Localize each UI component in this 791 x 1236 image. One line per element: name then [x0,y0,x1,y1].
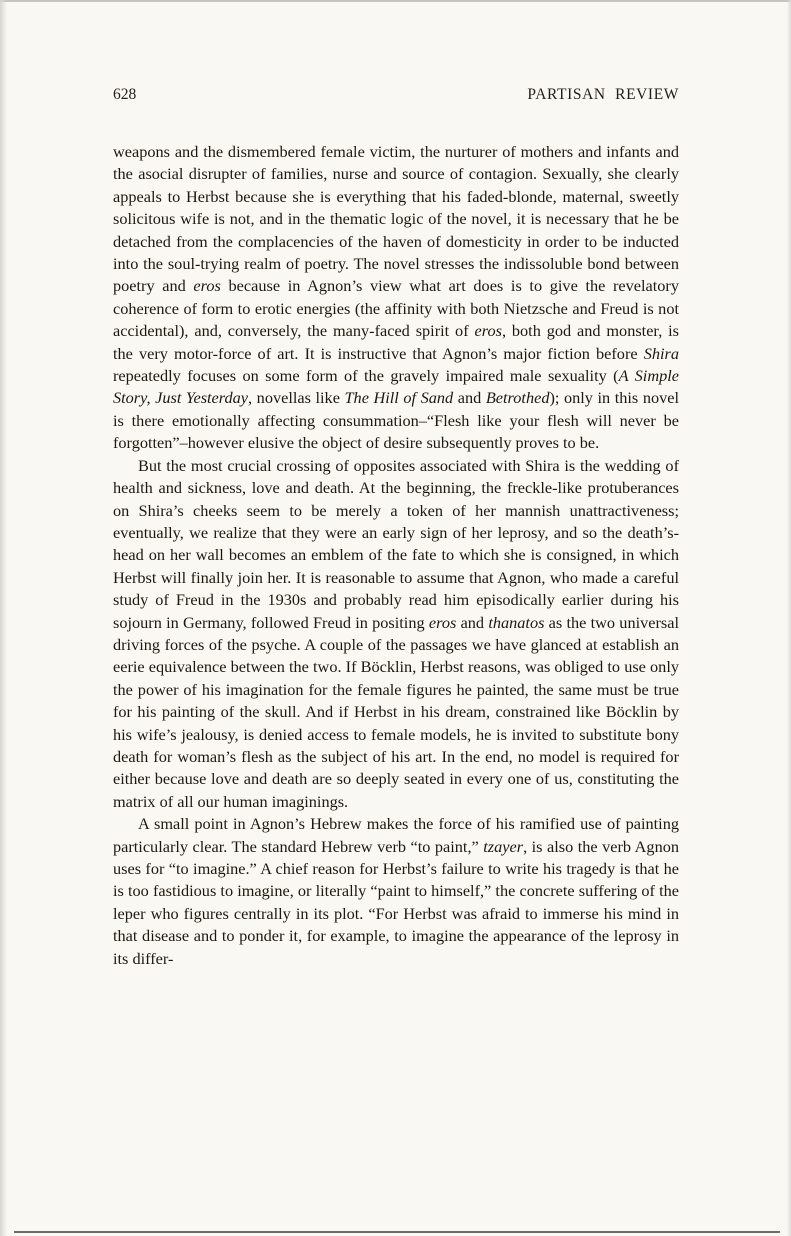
running-header [113,86,679,104]
italic-text-run: eros [428,612,457,632]
scan-edge-bottom [14,1231,780,1233]
text-run: and [456,612,489,632]
page-number: 628 [113,86,137,103]
italic-text-run: The Hill of Sand [344,388,454,408]
text-run: as the two universal driving forces of the psyche. A couple of the passages we have glanced at establish an eerie equivalence between the two. If Böcklin, Herbst reasons, was obliged to use only the power of his imagination for the female figures he painted, the same must be true for his painting of the skull. And if Herbst in his dream, constrained like Böcklin by his wife’s jealousy, is denied access to female models, he is invited to substitute bony death for woman’s flesh as the subject of his art. In the end, no model is required for either because love and death are so deeply seated in every one of us, constituting the matrix of all our human imaginings. [113,612,679,811]
italic-text-run: Betrothed [485,388,550,408]
text-run: A small point in Agnon’s Hebrew makes the force of his ramified use of painting particularly clear. The standard Hebrew verb “to paint,” [113,814,679,856]
text-run: repeatedly focuses on some form of the gravely impaired male sexuality ( [113,366,619,386]
italic-text-run: eros [474,321,502,341]
text-run: But the most crucial crossing of opposites associated with Shira is the wedding of health and sickness, love and death. At the beginning, the freckle-like protuberances on Shira’s cheeks seem to be merely a token of her mannish unattractiveness; eventually, we realize that they were an early sign of her leprosy, and so the death’s-head on her wall becomes an emblem of the fate to which she is consigned, in which Herbst will finally join her. It is reasonable to assume that Agnon, who made a careful study of Freud in the 1930s and probably read him episodically earlier during his sojourn in Germany, followed Freud in positing [113,455,679,632]
text-run: because in Agnon’s view what art does is to give the revelatory coherence of form to erotic energies (the affinity with both Nietzsche and Freud is not accidental), and, conversely, the many-faced spirit of [113,276,679,341]
text-run: , novellas like [248,388,345,408]
paragraph [113,141,679,455]
scan-edge-top [0,0,791,2]
text-run: , is also the verb Agnon uses for “to imagine.” A chief reason for Herbst’s failure to write his tragedy is that he is too fastidious to imagine, or literally “paint to himself,” the concrete suffering of the leper who figures centrally in its plot. “For Herbst was afraid to immerse his mind in that disease and to ponder it, for example, to imagine the appearance of the leprosy in its differ- [113,836,679,968]
journal-title: PARTISAN REVIEW [527,86,679,103]
italic-text-run: eros [193,276,221,296]
scan-edge-right [787,0,791,1236]
paragraph [113,455,679,814]
italic-text-run: tzayer [483,836,524,856]
italic-text-run: Shira [643,343,679,363]
page-body [113,141,679,970]
paragraph [113,813,679,970]
text-run: and [453,388,486,408]
text-run: weapons and the dismembered female victim, the nurturer of mothers and infants and the asocial disrupter of families, nurse and source of contagion. Sexually, she clearly appeals to Herbst because she is everything that his faded-blonde, maternal, sweetly solicitous wife is not, and in the thematic logic of the novel, it is necessary that he be detached from the complacencies of the haven of domesticity in order to be inducted into the soul-trying realm of poetry. The novel stresses the indissoluble bond between poetry and [113,142,679,296]
italic-text-run: A Simple Story, Just Yesterday [113,366,679,408]
text-run: ); only in this novel is there emotionally affecting consummation–“Flesh like your flesh will never be forgotten”–however elusive the object of desire subsequently proves to be. [113,388,680,453]
italic-text-run: thanatos [488,612,545,632]
text-run: , both god and monster, is the very motor-force of art. It is instructive that Agnon’s major fiction before [113,321,680,363]
scan-edge-left [0,0,7,1236]
